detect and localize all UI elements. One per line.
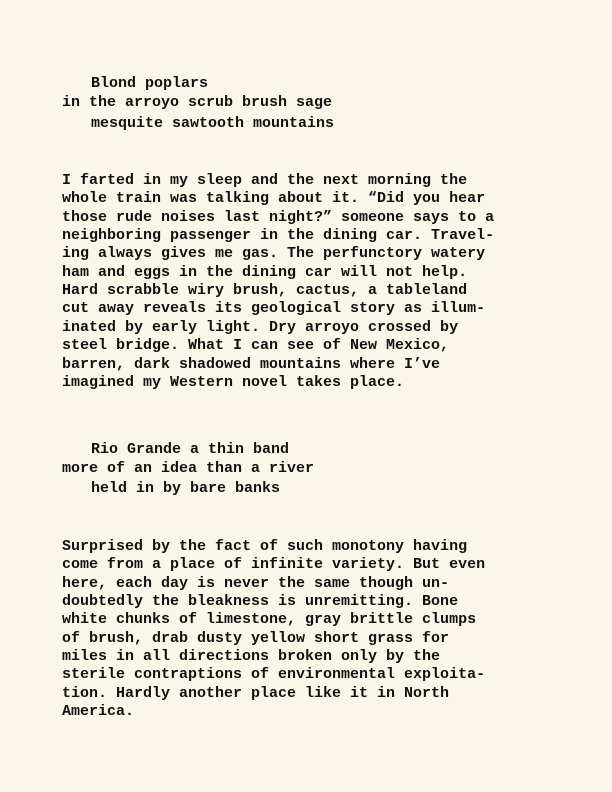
prose-line: of brush, drab dusty yellow short grass for xyxy=(62,630,450,647)
prose-line: white chunks of limestone, gray brittle clumps xyxy=(62,611,477,628)
prose-line: Hard scrabble wiry brush, cactus, a tableland xyxy=(62,282,468,299)
poem-line: held in by bare banks xyxy=(91,480,281,497)
prose-line: tion. Hardly another place like it in North xyxy=(62,685,450,702)
poem-line: Rio Grande a thin band xyxy=(91,441,290,458)
prose-line: steel bridge. What I can see of New Mexico, xyxy=(62,337,450,354)
prose-line: barren, dark shadowed mountains where I’ve xyxy=(62,356,441,373)
prose-line: sterile contraptions of environmental exploita- xyxy=(62,666,486,683)
prose-line: Surprised by the fact of such monotony having xyxy=(62,538,468,555)
poem-line: more of an idea than a river xyxy=(62,460,315,477)
prose-line: I farted in my sleep and the next morning the xyxy=(62,172,468,189)
prose-line: neighboring passenger in the dining car. Travel- xyxy=(62,227,495,244)
prose-line: come from a place of infinite variety. But even xyxy=(62,556,486,573)
prose-line: ham and eggs in the dining car will not help. xyxy=(62,264,468,281)
prose-line: here, each day is never the same though un- xyxy=(62,575,450,592)
prose-line: imagined my Western novel takes place. xyxy=(62,374,405,391)
prose-line: America. xyxy=(62,703,135,720)
prose-line: cut away reveals its geological story as illum- xyxy=(62,300,486,317)
prose-line: doubtedly the bleakness is unremitting. Bone xyxy=(62,593,459,610)
poem-line: in the arroyo scrub brush sage xyxy=(62,94,333,111)
prose-line: miles in all directions broken only by the xyxy=(62,648,441,665)
prose-line: inated by early light. Dry arroyo crossed by xyxy=(62,319,459,336)
poem-line: Blond poplars xyxy=(91,75,209,92)
prose-line: those rude noises last night?” someone says to a xyxy=(62,209,495,226)
prose-line: whole train was talking about it. “Did you hear xyxy=(62,190,486,207)
poem-line: mesquite sawtooth mountains xyxy=(91,115,335,132)
prose-line: ing always gives me gas. The perfunctory watery xyxy=(62,245,486,262)
